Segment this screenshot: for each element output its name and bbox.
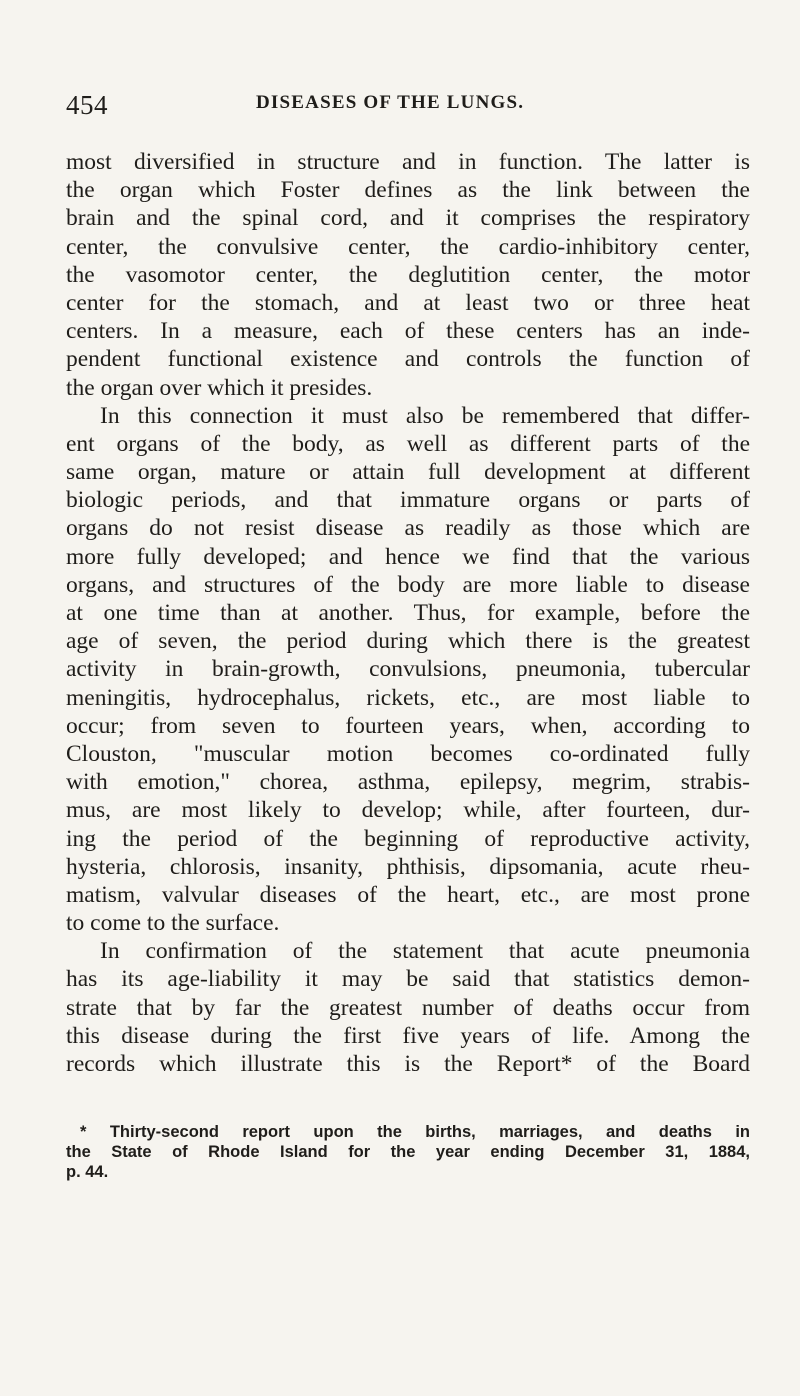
text-line: organs do not resist disease as readily as those which are [66, 515, 750, 542]
text-line: strate that by far the greatest number of deaths occur from [66, 994, 750, 1021]
text-line: most diversified in structure and in function. The latter is [66, 149, 750, 175]
text-line: the vasomotor center, the deglutition center, the motor [66, 261, 750, 288]
text-line: organs, and structures of the body are more liable to disease [66, 571, 750, 598]
text-line: records which illustrate this is the Report* of the Board [66, 1051, 750, 1077]
footnote [66, 1122, 750, 1182]
text-line: biologic periods, and that immature organs or parts of [66, 487, 750, 514]
text-line: ing the period of the beginning of reproductive activity, [66, 825, 750, 852]
text-line: centers. In a measure, each of these centers has an inde- [66, 318, 750, 345]
page-header [66, 90, 746, 130]
footnote-line: the State of Rhode Island for the year ending December 31, 1884, [66, 1143, 750, 1161]
text-line: age of seven, the period during which there is the greatest [66, 628, 750, 655]
text-line: brain and the spinal cord, and it comprises the respiratory [66, 205, 750, 232]
text-line: pendent functional existence and controls the function of [66, 346, 750, 373]
text-line: matism, valvular diseases of the heart, etc., are most prone [66, 881, 750, 908]
text-line: more fully developed; and hence we find that the various [66, 543, 750, 570]
text-line: ent organs of the body, as well as different parts of the [66, 430, 750, 457]
text-line: occur; from seven to fourteen years, when, according to [66, 712, 750, 739]
text-line: this disease during the first five years of life. Among the [66, 1022, 750, 1049]
text-line: Clouston, "muscular motion becomes co-ordinated fully [66, 740, 750, 767]
text-line: the organ over which it presides. [66, 374, 373, 401]
footnote-line: p. 44. [66, 1163, 109, 1181]
text-line: same organ, mature or attain full development at different [66, 459, 750, 486]
text-line: In this connection it must also be remembered that differ- [100, 402, 750, 429]
text-line: In confirmation of the statement that acute pneumonia [100, 938, 750, 965]
text-line: activity in brain-growth, convulsions, pneumonia, tubercular [66, 656, 750, 683]
text-line: to come to the surface. [66, 910, 280, 937]
text-line: center, the convulsive center, the cardio-inhibitory center, [66, 233, 750, 260]
text-line: meningitis, hydrocephalus, rickets, etc., are most liable to [66, 684, 750, 711]
text-line: center for the stomach, and at least two or three heat [66, 289, 750, 316]
text-line: the organ which Foster defines as the link between the [66, 177, 750, 204]
body-text [66, 148, 750, 1078]
text-line: hysteria, chlorosis, insanity, phthisis, dipsomania, acute rheu- [66, 853, 750, 880]
page-number: 454 [66, 90, 108, 120]
text-line: mus, are most likely to develop; while, after fourteen, dur- [66, 797, 750, 824]
text-line: at one time than at another. Thus, for example, before the [66, 600, 750, 626]
text-line: with emotion," chorea, asthma, epilepsy, megrim, strabis- [66, 769, 750, 796]
footnote-line: * Thirty-second report upon the births, marriages, and deaths in [80, 1123, 750, 1141]
text-line: has its age-liability it may be said that statistics demon- [66, 966, 750, 993]
running-head: DISEASES OF THE LUNGS. [256, 92, 525, 113]
